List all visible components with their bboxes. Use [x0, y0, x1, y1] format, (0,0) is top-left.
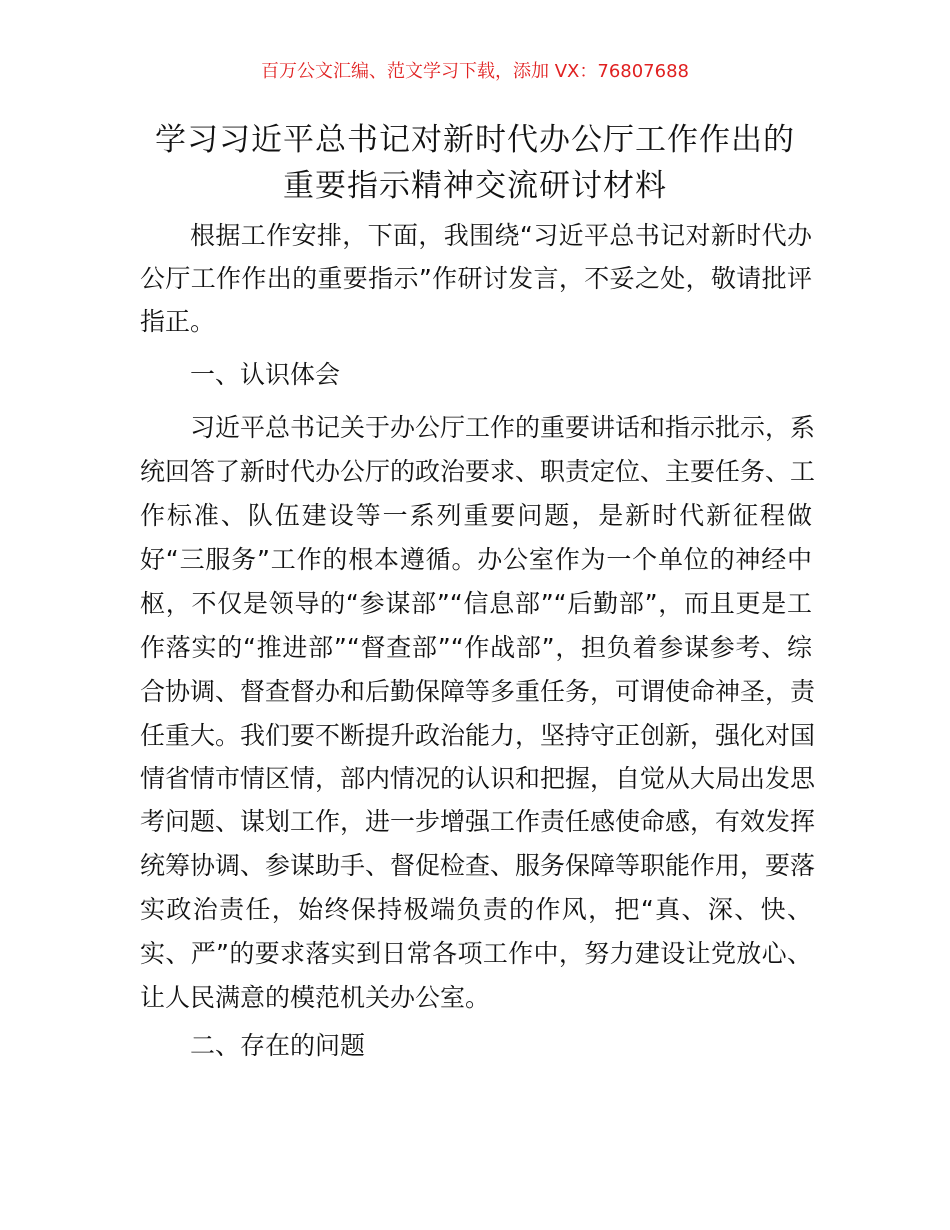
body-line: 作落实的“推进部”“督查部”“作战部”，担负着参谋参考、综 [140, 633, 812, 662]
intro-line: 公厅工作作出的重要指示”作研讨发言，不妥之处，敬请批评 [140, 264, 812, 293]
body-line: 实政治责任，始终保持极端负责的作风，把“真、深、快、 [140, 895, 812, 924]
body-line: 情省情市情区情，部内情况的认识和把握，自觉从大局出发思 [140, 764, 816, 793]
body-line: 习近平总书记关于办公厅工作的重要讲话和指示批示，系 [190, 413, 816, 442]
body-line: 实、严”的要求落实到日常各项工作中，努力建设让党放心、 [140, 939, 812, 968]
body-line: 好“三服务”工作的根本遵循。办公室作为一个单位的神经中 [140, 545, 812, 574]
body-line: 枢，不仅是领导的“参谋部”“信息部”“后勤部”，而且更是工 [140, 589, 812, 618]
body-line: 合协调、督查督办和后勤保障等多重任务，可谓使命神圣，责 [140, 677, 816, 706]
watermark-header: 百万公文汇编、范文学习下载，添加 VX：76807688 [261, 61, 689, 82]
body-line: 让人民满意的模范机关办公室。 [140, 983, 491, 1012]
section-1-heading: 一、认识体会 [190, 360, 341, 389]
section-2-heading: 二、存在的问题 [190, 1031, 366, 1060]
body-line: 考问题、谋划工作，进一步增强工作责任感使命感，有效发挥 [140, 807, 816, 836]
intro-line: 指正。 [140, 307, 216, 336]
body-line: 统筹协调、参谋助手、督促检查、服务保障等职能作用，要落 [140, 851, 816, 880]
body-line: 统回答了新时代办公厅的政治要求、职责定位、主要任务、工 [140, 457, 816, 486]
body-line: 任重大。我们要不断提升政治能力，坚持守正创新，强化对国 [140, 721, 816, 750]
intro-line: 根据工作安排，下面，我围绕“习近平总书记对新时代办 [190, 221, 812, 250]
document-title-line-2: 重要指示精神交流研讨材料 [283, 168, 667, 204]
body-line: 作标准、队伍建设等一系列重要问题，是新时代新征程做 [140, 501, 812, 530]
document-title-line-1: 学习习近平总书记对新时代办公厅工作作出的 [155, 122, 795, 158]
